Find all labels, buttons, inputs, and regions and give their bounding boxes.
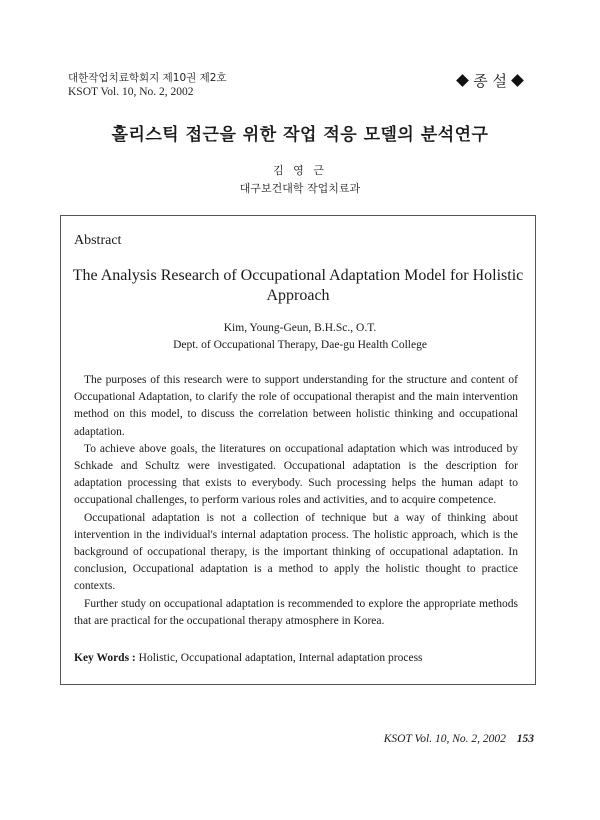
- footer-journal: KSOT Vol. 10, No. 2, 2002: [383, 733, 506, 745]
- paper-title-korean: 홀리스틱 접근을 위한 작업 적응 모델의 분석연구: [111, 125, 489, 145]
- affiliation-korean: 대구보건대학 작업치료과: [239, 182, 361, 195]
- diamond-right-icon: [511, 74, 524, 87]
- keywords: [74, 652, 423, 664]
- section-tag: [458, 70, 522, 91]
- abstract-paragraph: Further study on occupational adaptation is recommended to explore the appropriate methods that are practical for the occupational therapy atmosphere in Korea.: [74, 597, 518, 627]
- journal-citation: KSOT Vol. 10, No. 2, 2002: [68, 86, 194, 98]
- abstract-paragraph: To achieve above goals, the literatures on occupational adaptation which was introduced by Schkade and Schultz were investigated. Occupational adaptation is the description for adaptation processing that exists to everybody. Such processing helps the human adapt to occupational challenges, to perform various roles and activities, and to acquire competence.: [74, 442, 518, 507]
- keywords-label: Key Words :: [74, 652, 136, 664]
- page-number: 153: [516, 733, 534, 745]
- page-footer: [384, 733, 534, 745]
- paper-title-english: The Analysis Research of Occupational Adaptation Model for Holistic Approach: [72, 267, 524, 304]
- affiliation-english: Dept. of Occupational Therapy, Dae-gu Health College: [173, 339, 427, 351]
- keywords-list: Holistic, Occupational adaptation, Internal adaptation process: [138, 652, 423, 664]
- section-label: 종 설: [473, 72, 507, 90]
- journal-name-korean: 대한작업치료학회지 제10권 제2호: [68, 72, 227, 84]
- abstract-paragraph: The purposes of this research were to support understanding for the structure and content of Occupational Adaptation, to clarify the role of occupational therapist and the main intervention method on this model, to discuss the correlation between holistic thinking and occupational adaptation.: [74, 374, 518, 438]
- abstract-body: [74, 372, 518, 630]
- abstract-paragraph: Occupational adaptation is not a collection of technique but a way of thinking about intervention in the individual's internal adaptation process. The holistic approach, which is the background of occupational therapy, is the important thinking of occupational adaptation. In conclusion, Occupational adaptation is a method to apply the holistic thought to practice contexts.: [74, 511, 518, 593]
- diamond-left-icon: [456, 74, 469, 87]
- author-korean: 김 영 근: [273, 164, 327, 177]
- author-english: Kim, Young-Geun, B.H.Sc., O.T.: [223, 322, 377, 334]
- abstract-heading: Abstract: [74, 233, 122, 248]
